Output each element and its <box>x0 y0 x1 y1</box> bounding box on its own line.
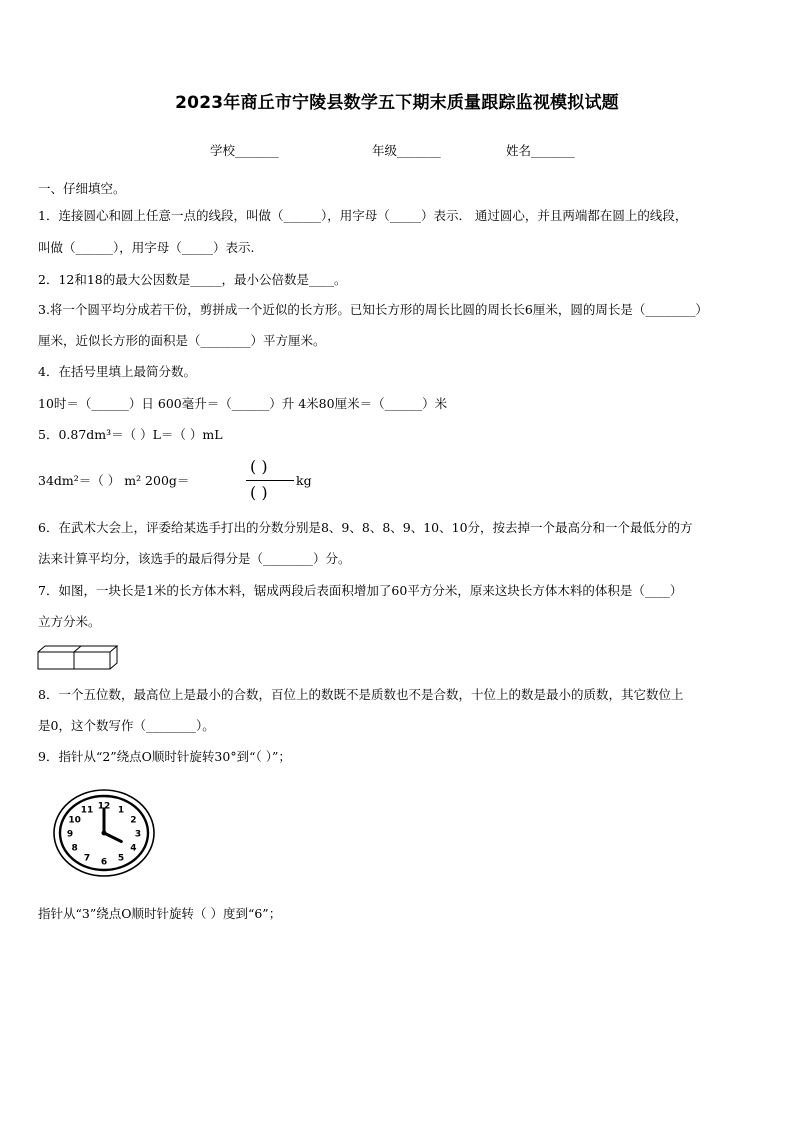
fraction-bar <box>246 480 294 481</box>
clock-center <box>102 831 107 836</box>
question-9-line-2: 指针从“3”绕点O顺时针旋转（ ）度到“6”； <box>38 906 282 921</box>
clock-number-3: 3 <box>134 829 142 840</box>
question-3-line-2: 厘米，近似长方形的面积是（________）平方厘米。 <box>38 333 326 348</box>
section-title: 一、仔细填空。 <box>38 181 126 196</box>
wood-block-figure <box>37 645 121 671</box>
question-7-line-1: 7．如图，一块长是1米的长方体木料，锯成两段后表面积增加了60平方分米，原来这块长方体木料的体积是（____） <box>38 583 683 598</box>
clock-number-5: 5 <box>117 853 125 864</box>
school-field: 学校_______ <box>210 143 279 158</box>
clock-number-12: 12 <box>97 801 111 812</box>
clock-number-11: 11 <box>80 805 94 816</box>
fraction-denominator: ( ) <box>250 483 268 502</box>
clock-number-4: 4 <box>130 843 137 854</box>
question-6-line-1: 6．在武术大会上，评委给某选手打出的分数分别是8、9、8、8、9、10、10分，按去掉一个最高分和一个最低分的方 <box>38 520 693 535</box>
clock-number-6: 6 <box>100 857 108 868</box>
name-field: 姓名_______ <box>506 143 575 158</box>
question-1-line-1: 1．连接圆心和圆上任意一点的线段，叫做（______），用字母（_____）表示． 通过圆心，并且两端都在圆上的线段， <box>38 208 688 223</box>
clock-icon <box>52 788 156 878</box>
question-8-line-1: 8．一个五位数，最高位上是最小的合数，百位上的数既不是质数也不是合数，十位上的数是最小的质数，其它数位上 <box>38 687 684 702</box>
question-9-line-1: 9．指针从“2”绕点O顺时针旋转30°到“（ ）”； <box>38 749 291 764</box>
question-7-line-2: 立方分米。 <box>38 614 101 629</box>
fraction-blank <box>246 458 294 504</box>
question-6-line-2: 法来计算平均分，该选手的最后得分是（________）分。 <box>38 551 351 566</box>
question-2: 2．12和18的最大公因数是_____，最小公倍数是____。 <box>38 272 347 287</box>
clock-hour-hand <box>104 833 121 842</box>
question-4-line-1: 4．在括号里填上最简分数。 <box>38 364 196 379</box>
clock-number-2: 2 <box>130 815 137 826</box>
question-5-line-2: 34dm²＝（ ） m² 200g＝ <box>38 473 190 488</box>
page-title: 2023年商丘市宁陵县数学五下期末质量跟踪监视模拟试题 <box>175 93 619 113</box>
question-4-line-2: 10时＝（______）日 600毫升＝（______）升 4米80厘米＝（______）米 <box>38 396 448 411</box>
clock-number-10: 10 <box>68 815 81 826</box>
question-5-line-1: 5．0.87dm³＝（ ）L＝（ ）mL <box>38 427 223 442</box>
question-1-line-2: 叫做（______），用字母（_____）表示. <box>38 240 255 255</box>
fraction-numerator: ( ) <box>250 457 268 476</box>
question-8-line-2: 是0，这个数写作（________）。 <box>38 718 215 733</box>
fraction-unit: kg <box>296 473 312 488</box>
question-3-line-1: 3.将一个圆平均分成若干份，剪拼成一个近似的长方形。已知长方形的周长比圆的周长长6厘米，圆的周长是（________） <box>38 302 708 317</box>
clock-number-8: 8 <box>71 843 78 854</box>
clock-number-7: 7 <box>83 853 91 864</box>
grade-field: 年级_______ <box>372 143 441 158</box>
clock-number-9: 9 <box>66 829 74 840</box>
clock-number-1: 1 <box>117 805 125 816</box>
